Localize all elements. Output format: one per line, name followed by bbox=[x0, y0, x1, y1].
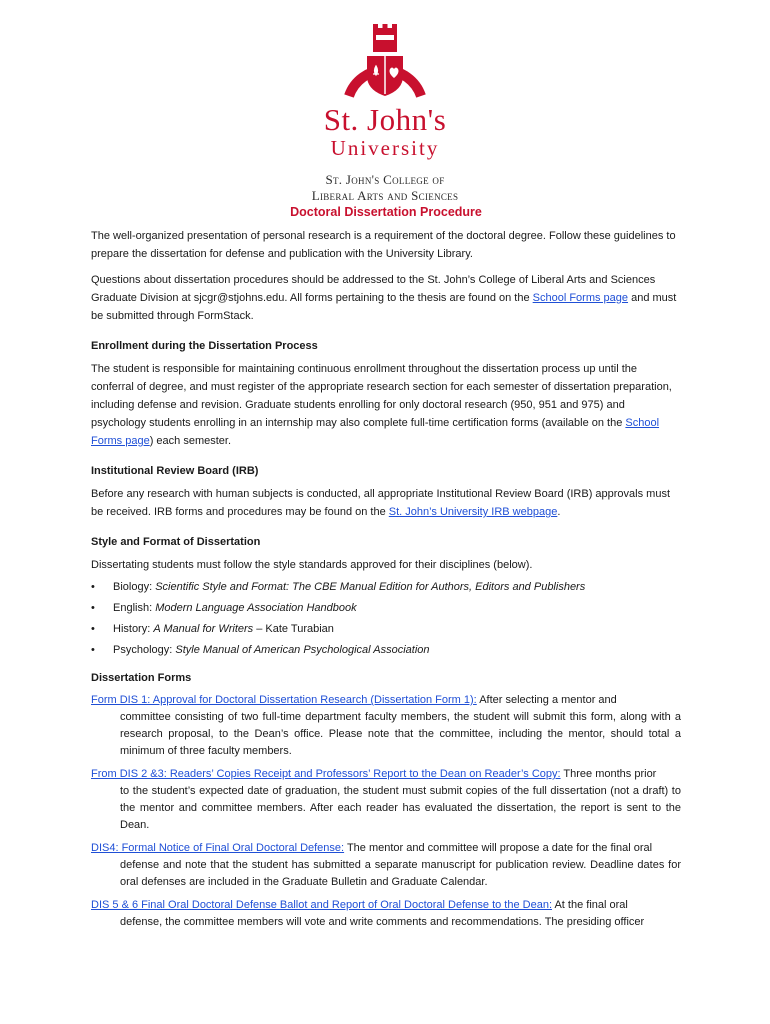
form-desc: to the student’s expected date of graduation, the student must submit copies of the full dissertation (not a draft) to the mentor and committee members. After each reader has evaluated the dissertation, the report is sent to the Dean. bbox=[120, 785, 681, 831]
form-desc-first: After selecting a mentor and bbox=[476, 694, 617, 706]
irb-text: Before any research with human subjects is conducted, all appropriate Institutional Review Board (IRB) approvals must be received. IRB forms and procedures may be found on the bbox=[91, 488, 671, 518]
intro-paragraph-2 bbox=[91, 271, 681, 325]
intro-paragraph-1: The well-organized presentation of personal research is a requirement of the doctoral degree. Follow these guidelines to prepare the dissertation for defense and publication with the University Library. bbox=[91, 230, 676, 260]
bullet-icon: • bbox=[91, 623, 95, 635]
school-forms-link[interactable]: School Forms page bbox=[532, 292, 629, 304]
style-field: English: bbox=[113, 602, 156, 614]
bullet-icon: • bbox=[91, 602, 95, 614]
irb-paragraph bbox=[91, 485, 681, 521]
style-manual-title: Style Manual of American Psychological Association bbox=[175, 644, 430, 656]
style-manual-title: Scientific Style and Format: The CBE Manual Edition for Authors, Editors and Publishers bbox=[155, 581, 586, 593]
list-item bbox=[91, 578, 681, 596]
style-suffix: – Kate Turabian bbox=[253, 623, 334, 635]
enrollment-text-after: ) each semester. bbox=[149, 435, 232, 447]
school-forms-link-2[interactable]: School Forms page bbox=[91, 417, 660, 447]
form-entry bbox=[91, 840, 681, 891]
form-dis2-3-link[interactable]: From DIS 2 &3: Readers’ Copies Receipt and Professors’ Report to the Dean on Reader’s Copy: bbox=[91, 768, 561, 780]
form-desc: committee consisting of two full-time department faculty members, the student will submit this form, along with a research proposal, to the Dean’s office. Please note that the committee, including the mentor, should total a minimum of three faculty members. bbox=[120, 711, 681, 757]
style-format-heading: Style and Format of Dissertation bbox=[91, 536, 261, 548]
document-body bbox=[91, 203, 681, 937]
intro-p2-text: Questions about dissertation procedures should be addressed to the St. John’s College of Liberal Arts and Sciences Graduate Division at sjcgr@stjohns.edu. All forms pertaining to the thesis are found on the bbox=[91, 274, 656, 304]
college-line-2: Liberal Arts and Sciences bbox=[311, 188, 459, 203]
university-logo bbox=[0, 22, 770, 204]
style-manual-title: A Manual for Writers bbox=[153, 623, 254, 635]
style-list bbox=[91, 578, 681, 659]
college-name bbox=[0, 172, 770, 204]
form-entry bbox=[91, 897, 681, 931]
style-manual-title: Modern Language Association Handbook bbox=[155, 602, 357, 614]
form-dis5-6-link[interactable]: DIS 5 & 6 Final Oral Doctoral Defense Ballot and Report of Oral Doctoral Defense to the Dean: bbox=[91, 899, 553, 911]
form-desc: defense and note that the student has submitted a separate manuscript for publication review. Deadline dates for oral defenses are included in the Graduate Bulletin and Graduate Calendar. bbox=[120, 859, 681, 888]
form-desc-first: At the final oral bbox=[552, 899, 628, 911]
college-line-1: St. John's College of bbox=[325, 172, 445, 187]
bullet-icon: • bbox=[91, 644, 95, 656]
list-item bbox=[91, 620, 681, 638]
university-word: University bbox=[330, 136, 440, 160]
enrollment-paragraph bbox=[91, 360, 681, 450]
university-seal-icon bbox=[343, 22, 427, 100]
irb-webpage-link[interactable]: St. John’s University IRB webpage bbox=[388, 506, 558, 518]
enrollment-heading: Enrollment during the Dissertation Process bbox=[91, 340, 318, 352]
form-entry bbox=[91, 692, 681, 760]
form-desc-first: The mentor and committee will propose a date for the final oral bbox=[344, 842, 653, 854]
list-item bbox=[91, 641, 681, 659]
form-desc-first: Three months prior bbox=[560, 768, 657, 780]
university-name: St. John's bbox=[323, 102, 447, 137]
style-field: Biology: bbox=[113, 581, 156, 593]
style-field: Psychology: bbox=[113, 644, 176, 656]
style-format-intro: Dissertating students must follow the style standards approved for their disciplines (below). bbox=[91, 559, 533, 571]
intro-p2-text-after: and must be submitted through FormStack. bbox=[91, 292, 677, 322]
form-dis1-link[interactable]: Form DIS 1: Approval for Doctoral Dissertation Research (Dissertation Form 1): bbox=[91, 694, 477, 706]
irb-text-after: . bbox=[557, 506, 561, 518]
style-field: History: bbox=[113, 623, 154, 635]
form-desc: defense, the committee members will vote and write comments and recommendations. The presiding officer bbox=[120, 916, 645, 928]
bullet-icon: • bbox=[91, 581, 95, 593]
enrollment-text: The student is responsible for maintaining continuous enrollment throughout the dissertation process up until the conferral of degree, and must register of the appropriate research section for each semester of dissertation preparation, including defense and revision. Graduate students enrolling for only doctoral research (950, 951 and 975) and psychology students enrolling in an internship may also complete full-time certification forms (available on the bbox=[91, 363, 672, 429]
list-item bbox=[91, 599, 681, 617]
form-entry bbox=[91, 766, 681, 834]
page-title: Doctoral Dissertation Procedure bbox=[290, 205, 482, 219]
form-dis4-link[interactable]: DIS4: Formal Notice of Final Oral Doctoral Defense: bbox=[91, 842, 345, 854]
forms-heading: Dissertation Forms bbox=[91, 672, 192, 684]
irb-heading: Institutional Review Board (IRB) bbox=[91, 465, 259, 477]
